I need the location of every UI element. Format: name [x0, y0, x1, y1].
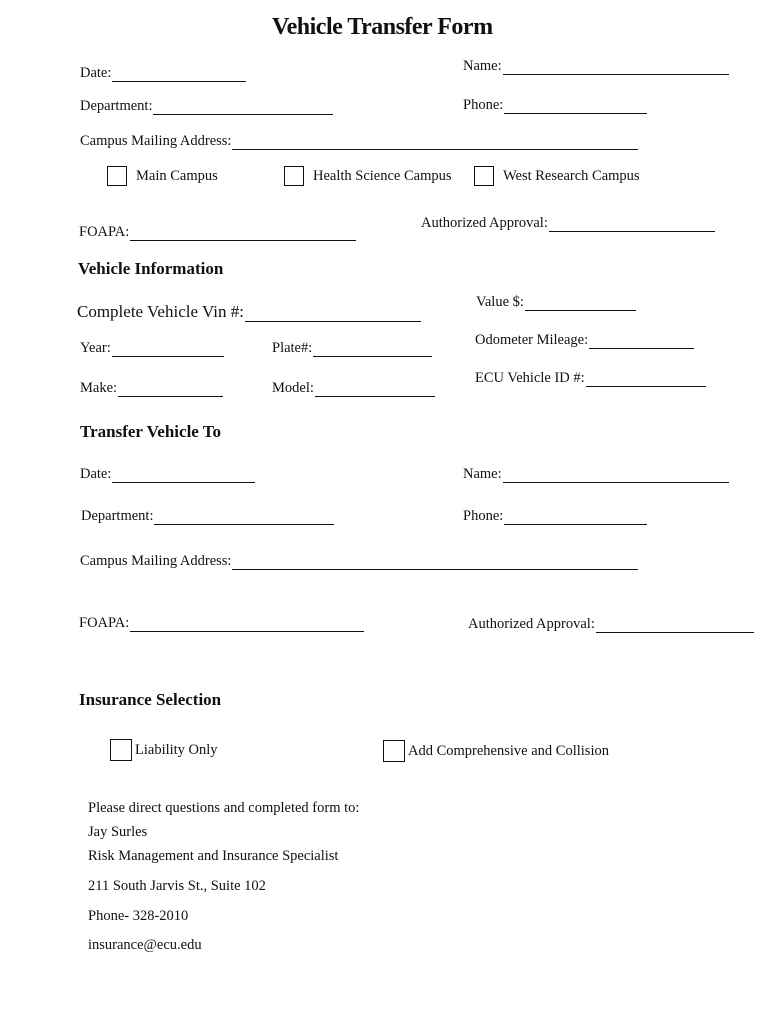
value-field[interactable]	[476, 294, 636, 311]
to-name-label: Name:	[463, 466, 502, 482]
value-label: Value $:	[476, 294, 524, 310]
to-date-field[interactable]	[80, 466, 255, 483]
make-input-line[interactable]	[118, 381, 223, 397]
insurance-selection-heading: Insurance Selection	[79, 690, 222, 709]
from-mailing-address-field[interactable]	[80, 133, 638, 150]
from-mailing-address-label: Campus Mailing Address:	[80, 133, 232, 149]
make-field[interactable]	[80, 380, 223, 397]
liability-only-label: Liability Only	[135, 741, 218, 758]
campus-option-west-research[interactable]	[474, 166, 640, 186]
form-title: Vehicle Transfer Form	[272, 14, 493, 40]
from-approval-field[interactable]	[421, 215, 715, 232]
plate-field[interactable]	[272, 340, 432, 357]
transfer-to-heading: Transfer Vehicle To	[80, 422, 222, 441]
health-science-campus-checkbox[interactable]	[284, 166, 304, 186]
year-field[interactable]	[80, 340, 224, 357]
model-field[interactable]	[272, 380, 435, 397]
west-research-campus-label: West Research Campus	[503, 167, 640, 184]
health-science-campus-label: Health Science Campus	[313, 167, 452, 184]
comprehensive-collision-checkbox[interactable]	[383, 740, 405, 762]
from-mailing-address-input-line[interactable]	[232, 134, 638, 150]
contact-phone: Phone- 328-2010	[88, 908, 189, 924]
vin-label: Complete Vehicle Vin #:	[77, 302, 244, 321]
liability-only-checkbox[interactable]	[110, 739, 132, 761]
to-department-input-line[interactable]	[154, 509, 334, 525]
to-department-field[interactable]	[81, 508, 334, 525]
make-label: Make:	[80, 380, 118, 396]
ecu-vehicle-id-field[interactable]	[475, 370, 706, 387]
model-label: Model:	[272, 380, 314, 396]
to-phone-field[interactable]	[463, 508, 647, 525]
to-name-field[interactable]	[463, 466, 729, 483]
to-foapa-field[interactable]	[79, 615, 364, 632]
main-campus-label: Main Campus	[136, 167, 218, 184]
west-research-campus-checkbox[interactable]	[474, 166, 494, 186]
from-date-input-line[interactable]	[112, 66, 246, 82]
from-department-input-line[interactable]	[153, 99, 333, 115]
from-department-label: Department:	[80, 98, 153, 114]
vehicle-information-heading: Vehicle Information	[78, 259, 224, 278]
from-name-input-line[interactable]	[503, 59, 729, 75]
value-input-line[interactable]	[525, 295, 636, 311]
to-date-label: Date:	[80, 466, 112, 482]
ecu-vehicle-id-input-line[interactable]	[586, 371, 706, 387]
to-mailing-address-label: Campus Mailing Address:	[80, 553, 232, 569]
campus-option-main[interactable]	[107, 166, 218, 186]
from-approval-input-line[interactable]	[549, 216, 715, 232]
to-department-label: Department:	[81, 508, 154, 524]
campus-option-health-science[interactable]	[284, 166, 452, 186]
from-phone-input-line[interactable]	[504, 98, 647, 114]
vin-field[interactable]	[77, 302, 421, 322]
to-approval-input-line[interactable]	[596, 617, 754, 633]
from-department-field[interactable]	[80, 98, 333, 115]
comprehensive-collision-label: Add Comprehensive and Collision	[408, 742, 609, 759]
plate-label: Plate#:	[272, 340, 313, 356]
contact-intro: Please direct questions and completed form to:	[88, 800, 360, 816]
insurance-option-comprehensive[interactable]	[383, 740, 609, 762]
from-date-field[interactable]	[80, 65, 246, 82]
plate-input-line[interactable]	[313, 341, 432, 357]
main-campus-checkbox[interactable]	[107, 166, 127, 186]
contact-name: Jay Surles	[88, 824, 148, 840]
year-input-line[interactable]	[112, 341, 224, 357]
to-phone-input-line[interactable]	[504, 509, 647, 525]
from-approval-label: Authorized Approval:	[421, 215, 548, 231]
to-name-input-line[interactable]	[503, 467, 729, 483]
insurance-option-liability[interactable]	[110, 739, 218, 761]
odometer-field[interactable]	[475, 332, 694, 349]
year-label: Year:	[80, 340, 111, 356]
from-foapa-input-line[interactable]	[130, 225, 356, 241]
odometer-input-line[interactable]	[589, 333, 694, 349]
from-foapa-label: FOAPA:	[79, 224, 130, 240]
from-phone-field[interactable]	[463, 97, 647, 114]
to-foapa-input-line[interactable]	[130, 616, 364, 632]
vin-input-line[interactable]	[245, 304, 421, 322]
from-name-field[interactable]	[463, 58, 729, 75]
from-foapa-field[interactable]	[79, 224, 356, 241]
to-approval-field[interactable]	[468, 616, 754, 633]
to-foapa-label: FOAPA:	[79, 615, 130, 631]
to-approval-label: Authorized Approval:	[468, 616, 595, 632]
to-mailing-address-field[interactable]	[80, 553, 638, 570]
ecu-vehicle-id-label: ECU Vehicle ID #:	[475, 370, 585, 386]
contact-email-link[interactable]: insurance@ecu.edu	[88, 937, 202, 953]
from-name-label: Name:	[463, 58, 502, 74]
model-input-line[interactable]	[315, 381, 435, 397]
contact-role: Risk Management and Insurance Specialist	[88, 848, 339, 864]
odometer-label: Odometer Mileage:	[475, 332, 589, 348]
to-date-input-line[interactable]	[112, 467, 255, 483]
from-date-label: Date:	[80, 65, 112, 81]
contact-address: 211 South Jarvis St., Suite 102	[88, 878, 266, 894]
to-mailing-address-input-line[interactable]	[232, 554, 638, 570]
from-phone-label: Phone:	[463, 97, 504, 113]
to-phone-label: Phone:	[463, 508, 504, 524]
